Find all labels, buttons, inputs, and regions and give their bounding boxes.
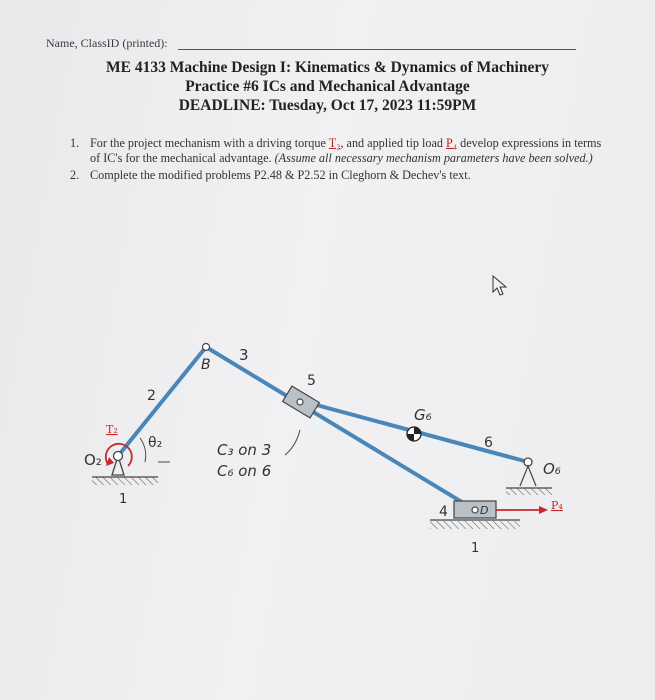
label-link-5: 5 xyxy=(307,373,316,389)
label-link-3: 3 xyxy=(239,346,249,364)
link-3 xyxy=(206,347,475,510)
load-symbol: P₄ xyxy=(446,136,458,150)
label-link-2: 2 xyxy=(147,388,156,404)
label-o6: O₆ xyxy=(543,460,561,478)
torque-symbol: T₂ xyxy=(328,136,341,150)
question-number: 1. xyxy=(70,136,80,150)
note-c3: C₃ on 3 xyxy=(217,441,272,459)
practice-title: Practice #6 ICs and Mechanical Advantage xyxy=(185,78,470,95)
label-link-1-left: 1 xyxy=(119,492,128,507)
question-text: develop expressions in terms of IC's for the mechanical advantage. xyxy=(90,136,602,165)
label-link-1-right: 1 xyxy=(471,541,480,556)
pivot-o2-joint xyxy=(114,452,123,461)
g6-marker xyxy=(407,427,421,441)
course-title: ME 4133 Machine Design I: Kinematics & Dynamics of Machinery xyxy=(106,59,549,76)
label-load: P₄ xyxy=(551,499,563,512)
label-link-4: 4 xyxy=(439,504,448,520)
load-arrow xyxy=(496,506,548,514)
question-note: (Assume all necessary mechanism parameters have been solved.) xyxy=(274,151,593,165)
label-torque: T₂ xyxy=(106,423,118,436)
label-o2: O₂ xyxy=(84,451,102,469)
theta-arc xyxy=(140,438,146,462)
deadline: DEADLINE: Tuesday, Oct 17, 2023 11:59PM xyxy=(178,97,477,114)
name-line: Name, ClassID (printed): xyxy=(46,36,168,50)
label-joint-b: B xyxy=(201,357,211,373)
question-text: , and applied tip load xyxy=(340,136,447,150)
label-joint-d: D xyxy=(480,504,489,517)
question-number: 2. xyxy=(70,168,80,182)
note-c6: C₆ on 6 xyxy=(217,462,272,480)
question-text: Complete the modified problems P2.48 & P2.52 in Cleghorn & Dechev's text. xyxy=(90,168,471,182)
label-g6: G₆ xyxy=(414,406,432,424)
pin-b xyxy=(203,344,210,351)
label-link-6: 6 xyxy=(484,435,493,451)
note-pointer xyxy=(285,430,300,455)
slider-pin xyxy=(297,399,303,405)
label-theta: θ₂ xyxy=(148,435,163,451)
cursor-icon xyxy=(493,276,506,295)
question-text: For the project mechanism with a driving torque xyxy=(90,136,329,150)
